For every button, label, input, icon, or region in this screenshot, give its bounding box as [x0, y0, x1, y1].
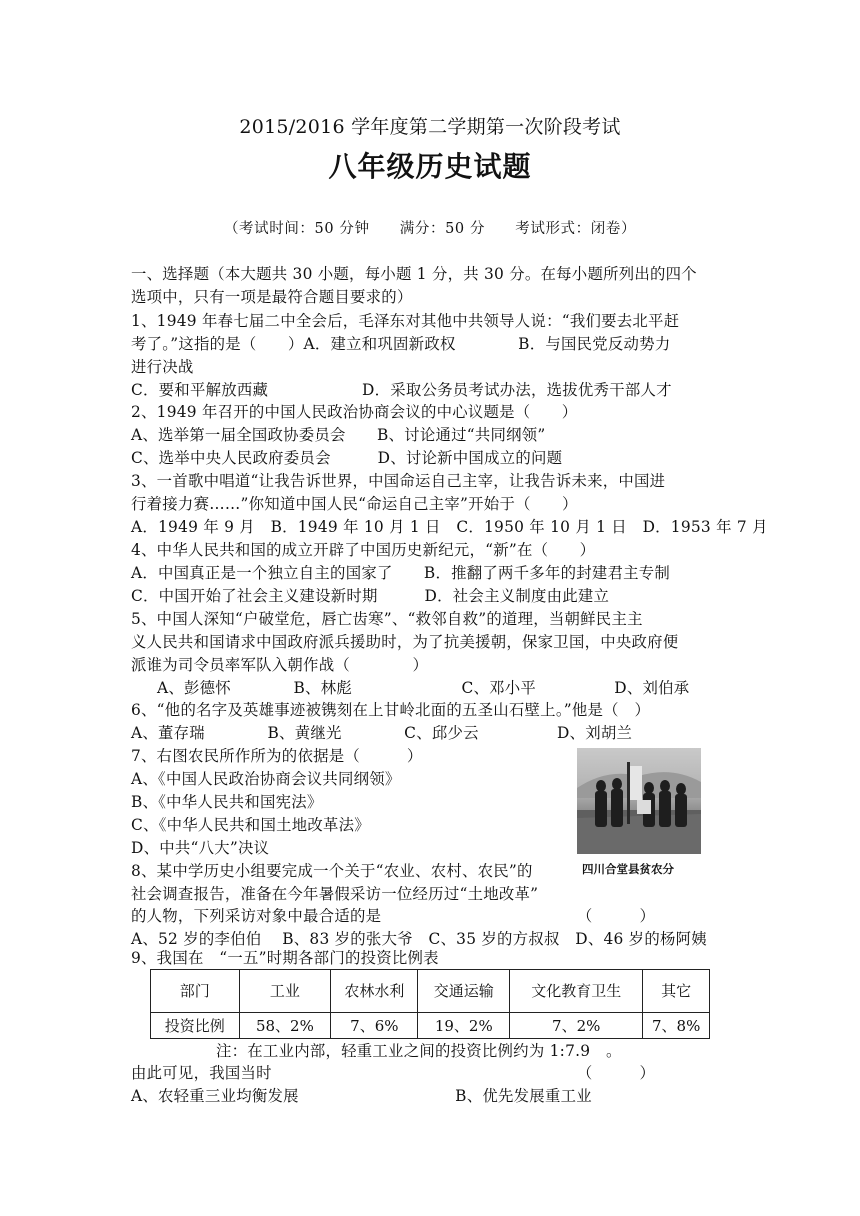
section-heading: 一、选择题（本大题共 30 小题，每小题 1 分，共 30 分。在每小题所列出的四个: [131, 265, 697, 283]
table-cell: 7、8%: [643, 1013, 710, 1039]
table-cell: 7、6%: [331, 1013, 418, 1039]
section-heading-cont: 选项中，只有一项是最符合题目要求的）: [131, 288, 413, 306]
question-2-options-cd: C、选举中央人民政府委员会 D、讨论新中国成立的问题: [131, 449, 563, 467]
question-9-options-ab: A、农轻重三业均衡发展 B、优先发展重工业: [131, 1087, 592, 1105]
question-4-stem: 4、中华人民共和国的成立开辟了中国历史新纪元，“新”在（ ）: [131, 541, 596, 559]
question-3-options: A．1949 年 9 月 B．1949 年 10 月 1 日 C．1950 年 10 月 1 日 D．1953 年 7 月: [131, 518, 768, 536]
question-8-options: A、52 岁的李伯伯 B、83 岁的张大爷 C、35 岁的方叔叔 D、46 岁的杨阿姨: [131, 930, 707, 948]
table-row-label: 投资比例: [151, 1013, 240, 1039]
table-header-row: [151, 970, 710, 1013]
exam-info: （考试时间：50 分钟 满分：50 分 考试形式：闭卷）: [223, 221, 637, 237]
question-7-stem: 7、右图农民所作所为的依据是（ ）: [131, 747, 423, 765]
question-1-option-b-cont: 进行决战: [131, 358, 194, 376]
table-header-cell: 文化教育卫生: [510, 970, 643, 1013]
question-4-options-ab: A．中国真正是一个独立自主的国家了 B．推翻了两千多年的封建君主专制: [131, 564, 671, 582]
question-7-option-a: A、《中国人民政治协商会议共同纲领》: [131, 770, 401, 788]
table-cell: 19、2%: [418, 1013, 510, 1039]
question-1-options-cd: C．要和平解放西藏 D．采取公务员考试办法，选拔优秀干部人才: [131, 381, 672, 399]
question-5-stem-end: 派谁为司令员率军队入朝作战（ ）: [131, 656, 429, 674]
question-8-stem: 8、某中学历史小组要完成一个关于“农业、农村、农民”的: [131, 862, 533, 880]
table-header-cell: 部门: [151, 970, 240, 1013]
question-7-option-d: D、中共“八大”决议: [131, 839, 270, 857]
table-row: [151, 1013, 710, 1039]
exam-subtitle: 2015/2016 学年度第二学期第一次阶段考试: [239, 116, 621, 138]
question-1-stem: 1、1949 年春七届二中全会后，毛泽东对其他中共领导人说：“我们要去北平赶: [131, 312, 680, 330]
question-8-stem-cont: 社会调查报告，准备在今年暑假采访一位经历过“土地改革”: [131, 885, 539, 903]
table-note: 注：在工业内部，轻重工业之间的投资比例约为 1:7.9 。: [216, 1042, 622, 1060]
page-title: 八年级历史试题: [328, 150, 532, 183]
question-5-stem-cont: 义人民共和国请求中国政府派兵援助时，为了抗美援朝，保家卫国，中央政府便: [131, 633, 679, 651]
table-header-cell: 工业: [239, 970, 331, 1013]
photo-caption: 四川合堂县贫农分: [582, 862, 674, 876]
question-7-option-c: C、《中华人民共和国土地改革法》: [131, 816, 370, 834]
question-6-stem: 6、“他的名字及英雄事迹被镌刻在上甘岭北面的五圣山石壁上。”他是（ ）: [131, 701, 651, 719]
question-3-stem: 3、一首歌中唱道“让我告诉世界，中国命运自己主宰，让我告诉未来，中国进: [131, 472, 666, 490]
question-2-options-ab: A、选举第一届全国政协委员会 B、讨论通过“共同纲领”: [131, 426, 546, 444]
land-reform-photo-illustration: [577, 748, 701, 854]
question-4-options-cd: C．中国开始了社会主义建设新时期 D．社会主义制度由此建立: [131, 587, 610, 605]
question-3-stem-cont: 行着接力赛……”你知道中国人民“命运自己主宰”开始于（ ）: [131, 495, 578, 513]
question-1-stem-cont: 考了。”这指的是（ ）A．建立和巩固新政权 B．与国民党反动势力: [131, 335, 671, 353]
question-2-stem: 2、1949 年召开的中国人民政治协商会议的中心议题是（ ）: [131, 403, 578, 421]
table-header-cell: 其它: [643, 970, 710, 1013]
question-9-stem-cont: 由此可见，我国当时 （ ）: [131, 1064, 656, 1082]
investment-ratio-table: [150, 969, 710, 1039]
table-cell: 58、2%: [239, 1013, 331, 1039]
land-reform-photo: [577, 748, 701, 854]
question-5-stem: 5、中国人深知“户破堂危，唇亡齿寒”、“救邻自救”的道理，当朝鲜民主主: [131, 610, 643, 628]
question-8-stem-end: 的人物，下列采访对象中最合适的是 （ ）: [131, 907, 656, 925]
question-5-options: A、彭德怀 B、林彪 C、邓小平 D、刘伯承: [157, 679, 690, 697]
table-header-cell: 交通运输: [418, 970, 510, 1013]
question-9-stem: 9、我国在 “一五”时期各部门的投资比例表: [131, 949, 439, 967]
table-cell: 7、2%: [510, 1013, 643, 1039]
question-6-options: A、董存瑞 B、黄继光 C、邱少云 D、刘胡兰: [131, 724, 633, 742]
question-7-option-b: B、《中华人民共和国宪法》: [131, 793, 323, 811]
table-header-cell: 农林水利: [331, 970, 418, 1013]
